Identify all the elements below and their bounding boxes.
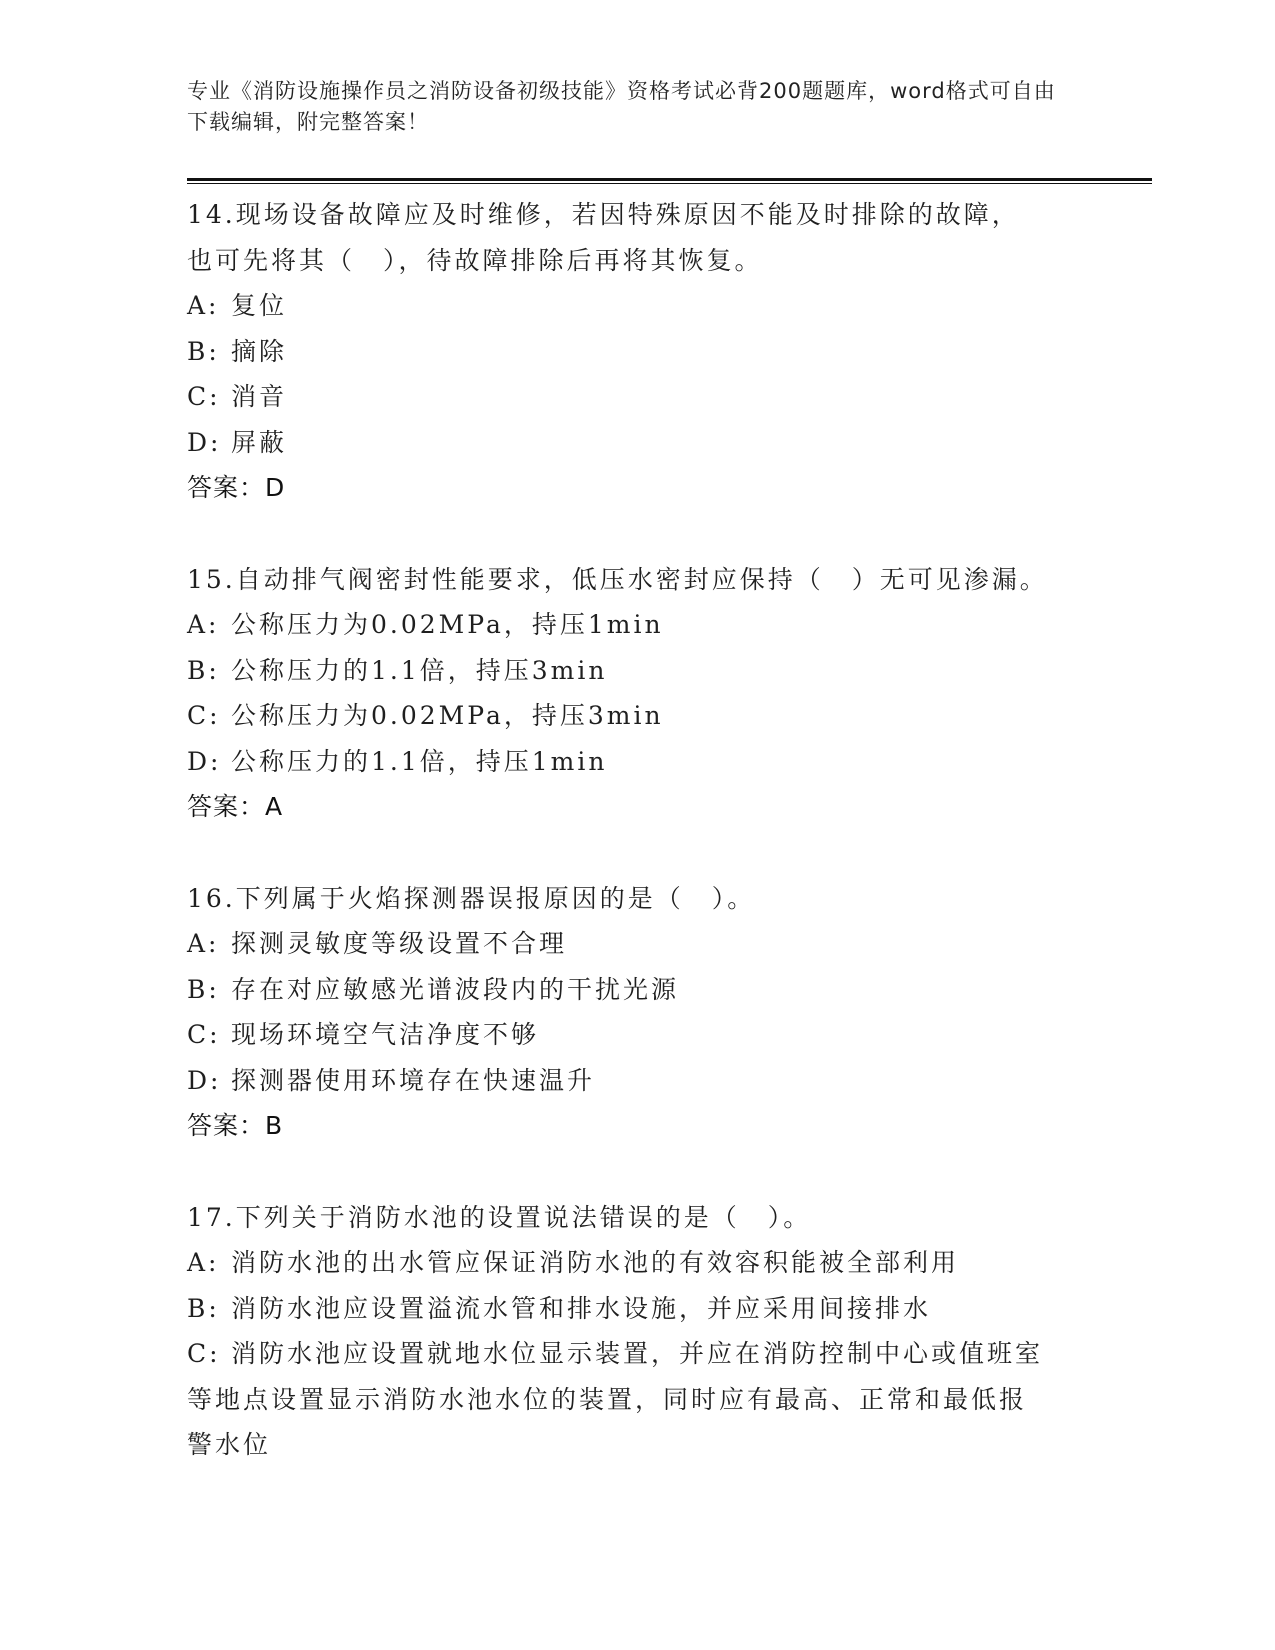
option-a [187,283,1087,329]
question-stem: 15.自动排气阀密封性能要求，低压水密封应保持（ ）无可见渗漏。 [187,564,1048,594]
option-key: A: [187,929,220,958]
option-c [187,693,1087,739]
option-c [187,1012,1087,1058]
option-key: B: [187,1293,220,1323]
option-b [187,967,1087,1013]
option-text: 公称压力的1.1倍，持压1min [231,746,608,776]
option-key: A: [187,291,220,320]
option-c [187,1331,1047,1468]
document-header: 专业《消防设施操作员之消防设备初级技能》资格考试必背200题题库，word格式可自由下载编辑，附完整答案！ [187,79,1056,134]
option-a [187,602,1087,648]
header-divider-thick [187,178,1152,181]
option-d [187,420,1087,466]
option-key: C: [187,1020,221,1049]
option-text: 屏蔽 [231,427,288,457]
option-key: C: [187,382,221,411]
option-text: 消防水池应设置溢流水管和排水设施，并应采用间接排水 [231,1293,932,1323]
option-text: 公称压力为0.02MPa，持压3min [231,701,664,730]
option-a [187,1240,1087,1286]
option-key: B: [187,336,220,366]
option-text: 消防水池的出水管应保证消防水池的有效容积能被全部利用 [231,1248,960,1277]
question-15 [187,557,1087,830]
option-c [187,374,1087,420]
option-text: 探测器使用环境存在快速温升 [231,1065,596,1095]
option-d [187,1058,1087,1104]
option-key: D: [187,1065,222,1095]
question-17 [187,1195,1087,1468]
option-key: A: [187,1248,220,1277]
question-16 [187,876,1087,1149]
option-b [187,648,1087,694]
option-text: 消防水池应设置就地水位显示装置，并应在消防控制中心或值班室等地点设置显示消防水池水位的装置，同时应有最高、正常和最低报警水位 [187,1339,1044,1459]
answer-label: 答案：A [187,792,284,821]
option-text: 公称压力为0.02MPa，持压1min [231,610,664,639]
option-text: 现场环境空气洁净度不够 [231,1020,540,1049]
option-text: 探测灵敏度等级设置不合理 [231,929,568,958]
option-b [187,1286,1087,1332]
option-key: A: [187,610,220,639]
option-a [187,921,1087,967]
option-text: 公称压力的1.1倍，持压3min [231,655,608,685]
option-key: B: [187,655,220,685]
option-key: C: [187,1339,221,1368]
question-14 [187,192,1087,511]
option-text: 摘除 [231,336,288,366]
option-key: D: [187,427,222,457]
answer-label: 答案：B [187,1111,284,1140]
option-key: C: [187,701,221,730]
option-text: 存在对应敏感光谱波段内的干扰光源 [231,974,680,1004]
header-divider-thin [187,183,1152,184]
question-stem: 16.下列属于火焰探测器误报原因的是（ ）。 [187,883,756,913]
option-key: D: [187,746,222,776]
question-list [187,192,1087,1514]
option-text: 消音 [231,382,288,411]
answer-label: 答案：D [187,473,286,502]
question-stem: 14.现场设备故障应及时维修，若因特殊原因不能及时排除的故障，也可先将其（ ），待故障排除后再将其恢复。 [187,200,1020,275]
option-b [187,329,1087,375]
question-stem: 17.下列关于消防水池的设置说法错误的是（ ）。 [187,1202,812,1232]
option-d [187,739,1087,785]
option-text: 复位 [231,291,288,320]
option-key: B: [187,974,220,1004]
